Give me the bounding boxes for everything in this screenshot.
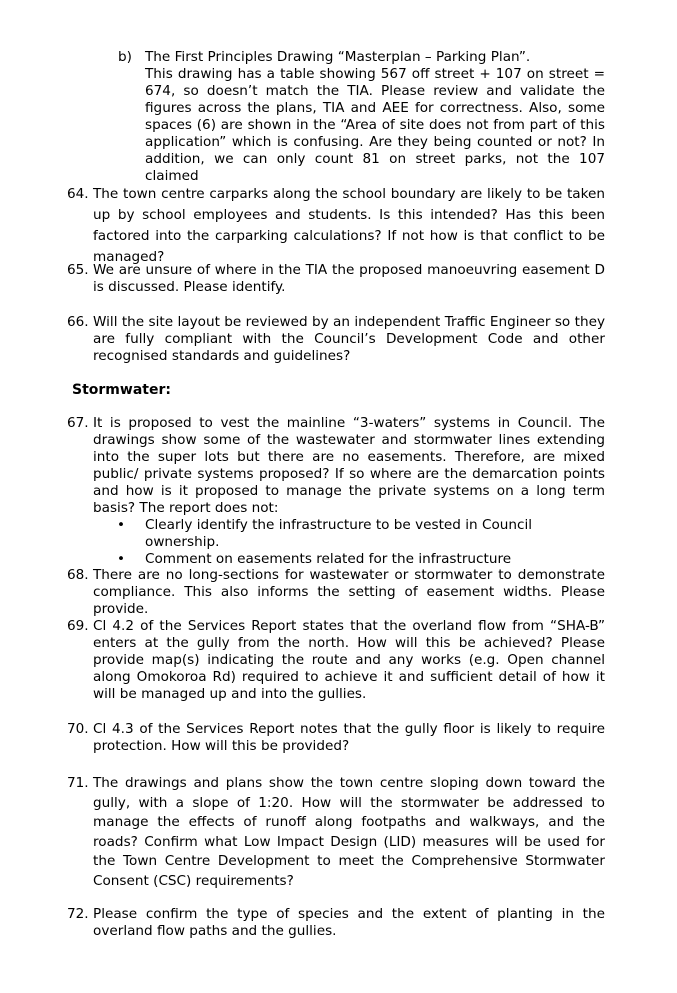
item-number: 67.: [67, 415, 89, 431]
item-text: The drawings and plans show the town centre sloping down toward the gully, with a slope of 1:20. How will the stormwater be addressed to manage the effects of runoff along footpaths and walkways, and the roads? Confirm what Low Impact Design (LID) measures will be used for the Town Centre Development to meet the Comprehensive Stormwater Consent (CSC) requirements?: [93, 775, 605, 889]
item-number: 69.: [67, 618, 89, 634]
item-number: 64.: [67, 186, 89, 202]
item-64: [67, 184, 605, 268]
item-number: 65.: [67, 262, 89, 278]
list-item-text: Clearly identify the infrastructure to be vested in Council ownership.: [145, 517, 533, 550]
item-text: Cl 4.3 of the Services Report notes that the gully floor is likely to require protection. How will this be provided?: [93, 721, 605, 754]
item-text: Cl 4.2 of the Services Report states that the overland flow from “SHA-B” enters at the gully from the north. How will this be achieved? Please provide map(s) indicating the route and any works (e.g. Open channel along Omokoroa Rd) required to achieve it and sufficient detail of how it will be managed up and into the gullies.: [93, 618, 605, 702]
section-heading-stormwater: Stormwater:: [72, 382, 171, 398]
item-number: 72.: [67, 906, 89, 922]
item-b-marker: b): [118, 49, 132, 65]
item-number: 70.: [67, 721, 89, 737]
item-text: It is proposed to vest the mainline “3-waters” systems in Council. The drawings show some of the wastewater and stormwater lines extending into the super lots but there are no easements. Therefore, are mixed public/ private systems proposed? If so where are the demarcation points and how is it proposed to manage the private systems on a long term basis? The report does not:: [93, 415, 605, 516]
bullet-icon: •: [117, 517, 126, 533]
bullet-icon: •: [117, 551, 126, 567]
item-text: We are unsure of where in the TIA the proposed manoeuvring easement D is discussed. Please identify.: [93, 262, 605, 295]
item-number: 68.: [67, 567, 89, 583]
item-66: [67, 314, 605, 365]
bullet-list: [93, 517, 605, 568]
item-b-body: This drawing has a table showing 567 off street + 107 on street = 674, so doesn’t match the TIA. Please review and validate the figures across the plans, TIA and AEE for correctness. Also, some spaces (6) are shown in the “Area of site does not from part of this application” which is confusing. Are they being counted or not? In addition, we can only count 81 on street parks, not the 107 claimed: [145, 66, 605, 184]
item-68: [67, 567, 605, 618]
item-b: [118, 49, 605, 185]
item-67: [67, 415, 605, 568]
item-text: Will the site layout be reviewed by an independent Traffic Engineer so they are fully compliant with the Council’s Development Code and other recognised standards and guidelines?: [93, 314, 605, 364]
list-item: [93, 551, 605, 568]
item-text: Please confirm the type of species and the extent of planting in the overland flow paths and the gullies.: [93, 906, 605, 939]
item-b-title: The First Principles Drawing “Masterplan – Parking Plan”.: [145, 49, 531, 65]
item-text: There are no long-sections for wastewater or stormwater to demonstrate compliance. This also informs the setting of easement widths. Please provide.: [93, 567, 605, 617]
item-69: [67, 618, 605, 703]
list-item-text: Comment on easements related for the infrastructure: [145, 551, 512, 567]
list-item: [93, 517, 605, 551]
item-number: 71.: [67, 775, 89, 791]
item-70: [67, 721, 605, 755]
item-text: The town centre carparks along the school boundary are likely to be taken up by school employees and students. Is this intended? Has this been factored into the carparking calculations? If not how is that conflict to be managed?: [93, 186, 605, 265]
item-65: [67, 262, 605, 296]
item-71: [67, 774, 605, 891]
item-number: 66.: [67, 314, 89, 330]
item-72: [67, 906, 605, 940]
